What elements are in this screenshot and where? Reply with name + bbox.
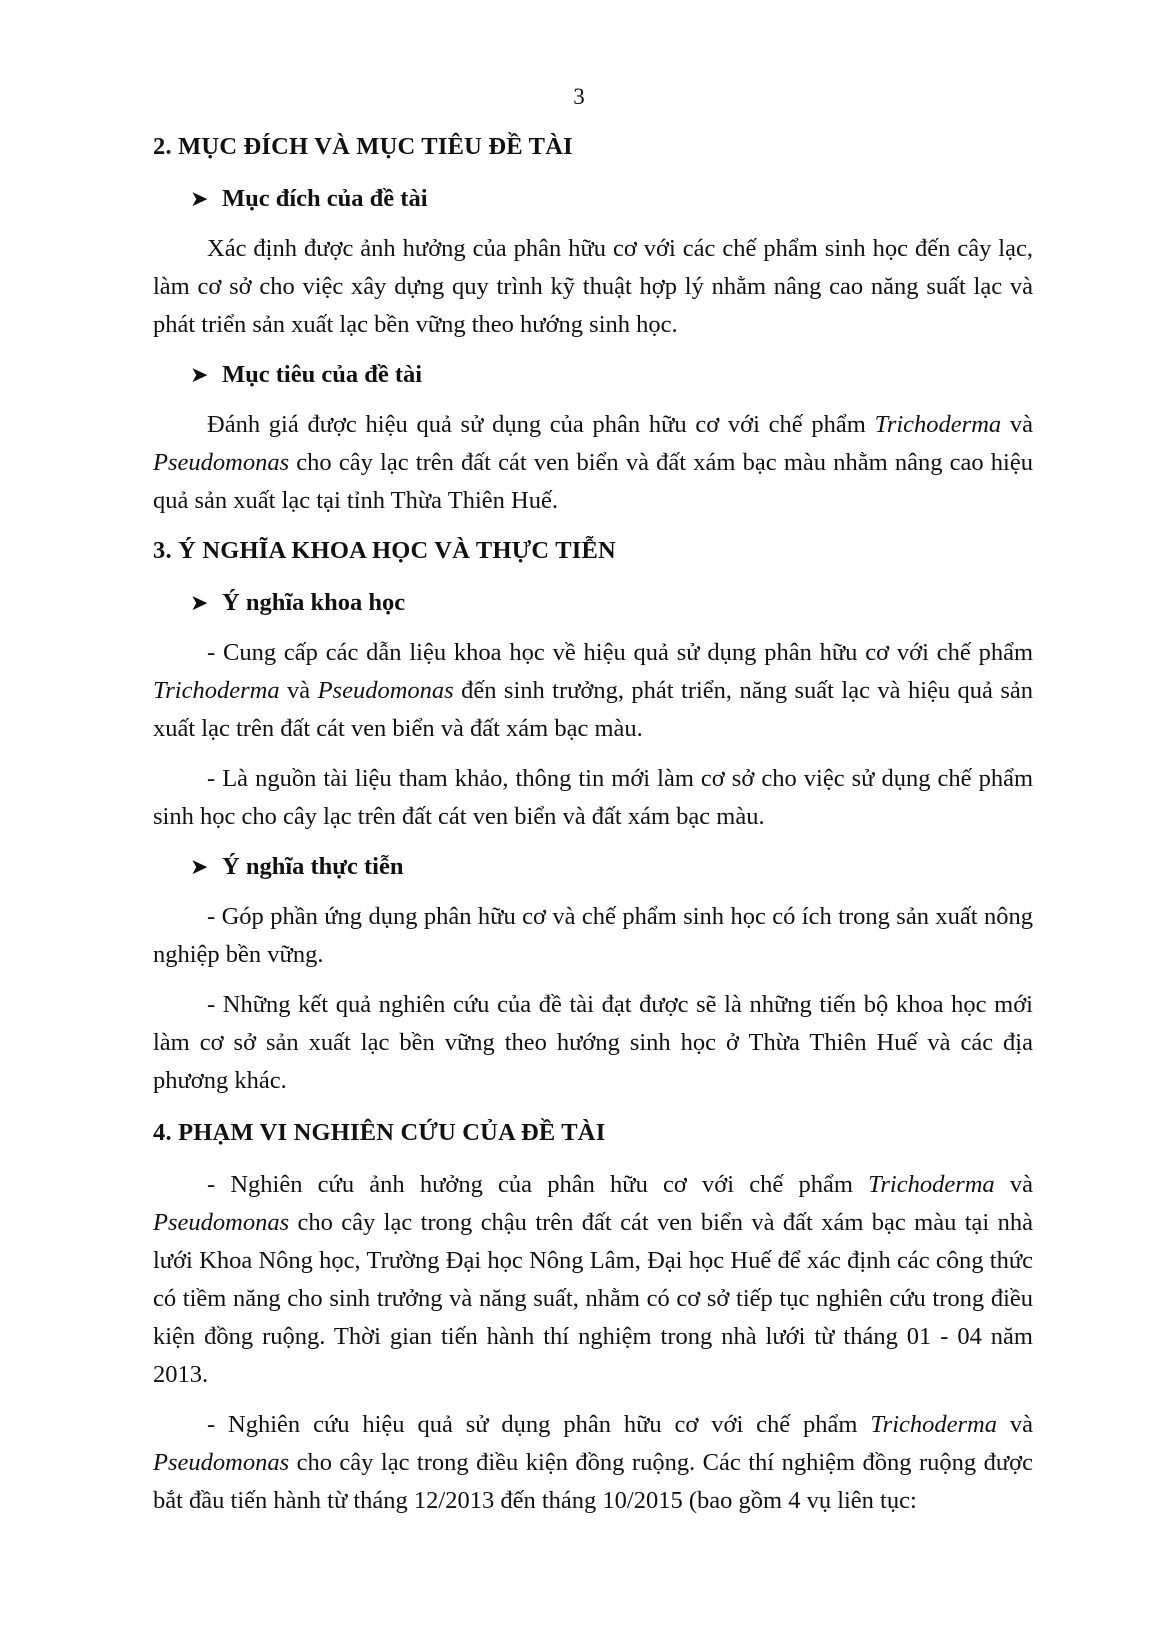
section-2-title: 2. MỤC ĐÍCH VÀ MỤC TIÊU ĐỀ TÀI bbox=[153, 133, 573, 160]
subheading-label: Ý nghĩa thực tiễn bbox=[222, 853, 404, 880]
paragraph: - Nghiên cứu ảnh hưởng của phân hữu cơ với chế phẩm Trichoderma và Pseudomonas cho cây lạc trong chậu trên đất cát ven biển và đất xám bạc màu tại nhà lưới Khoa Nông học, Trường Đại học Nông Lâm, Đại học Huế để xác định các công thức có tiềm năng cho sinh trưởng và năng suất, nhằm có cơ sở tiếp tục nghiên cứu trong điều kiện đồng ruộng. Thời gian tiến hành thí nghiệm trong nhà lưới từ tháng 01 - 04 năm 2013. bbox=[153, 1171, 1033, 1388]
paragraph: - Những kết quả nghiên cứu của đề tài đạt được sẽ là những tiến bộ khoa học mới làm cơ sở sản xuất lạc bền vững theo hướng sinh học ở Thừa Thiên Huế và các địa phương khác. bbox=[153, 991, 1033, 1094]
paragraph: - Là nguồn tài liệu tham khảo, thông tin mới làm cơ sở cho việc sử dụng chế phẩm sinh học cho cây lạc trên đất cát ven biển và đất xám bạc màu. bbox=[153, 765, 1033, 830]
arrow-bullet-icon: ➤ bbox=[190, 854, 209, 879]
species-name: Pseudomonas bbox=[153, 449, 290, 476]
page-number: 3 bbox=[573, 84, 585, 109]
section-3-title: 3. Ý NGHĨA KHOA HỌC VÀ THỰC TIỄN bbox=[153, 537, 616, 564]
section-3-sub-science bbox=[153, 584, 1033, 622]
arrow-bullet-icon: ➤ bbox=[190, 362, 209, 387]
section-4-title: 4. PHẠM VI NGHIÊN CỨU CỦA ĐỀ TÀI bbox=[153, 1119, 606, 1146]
section-2-sub-purpose bbox=[153, 180, 1033, 218]
subheading-label: Mục tiêu của đề tài bbox=[222, 361, 423, 388]
species-name: Trichoderma bbox=[153, 677, 280, 704]
species-name: Pseudomonas bbox=[153, 1209, 290, 1236]
species-name: Trichoderma bbox=[868, 1171, 995, 1198]
subheading-label: Mục đích của đề tài bbox=[222, 185, 428, 212]
subheading-label: Ý nghĩa khoa học bbox=[222, 589, 406, 616]
paragraph: Xác định được ảnh hưởng của phân hữu cơ với các chế phẩm sinh học đến cây lạc, làm cơ sở cho việc xây dựng quy trình kỹ thuật hợp lý nhằm nâng cao năng suất lạc và phát triển sản xuất lạc bền vững theo hướng sinh học. bbox=[153, 235, 1033, 338]
arrow-bullet-icon: ➤ bbox=[190, 186, 209, 211]
species-name: Trichoderma bbox=[874, 411, 1002, 438]
paragraph: Đánh giá được hiệu quả sử dụng của phân hữu cơ với chế phẩm Trichoderma và Pseudomonas cho cây lạc trên đất cát ven biển và đất xám bạc màu nhằm nâng cao hiệu quả sản xuất lạc tại tỉnh Thừa Thiên Huế. bbox=[153, 411, 1034, 514]
species-name: Trichoderma bbox=[870, 1411, 997, 1438]
paragraph: - Nghiên cứu hiệu quả sử dụng phân hữu cơ với chế phẩm Trichoderma và Pseudomonas cho cây lạc trong điều kiện đồng ruộng. Các thí nghiệm đồng ruộng được bắt đầu tiến hành từ tháng 12/2013 đến tháng 10/2015 (bao gồm 4 vụ liên tục: bbox=[153, 1411, 1034, 1514]
section-2-sub-objective bbox=[153, 356, 1033, 394]
species-name: Pseudomonas bbox=[317, 677, 454, 704]
section-3-sub-practice bbox=[153, 848, 1033, 886]
species-name: Pseudomonas bbox=[153, 1449, 290, 1476]
paragraph: - Góp phần ứng dụng phân hữu cơ và chế phẩm sinh học có ích trong sản xuất nông nghiệp bền vững. bbox=[153, 903, 1033, 968]
page-content bbox=[153, 128, 1033, 1532]
paragraph: - Cung cấp các dẫn liệu khoa học về hiệu quả sử dụng phân hữu cơ với chế phẩm Trichoderma và Pseudomonas đến sinh trưởng, phát triển, năng suất lạc và hiệu quả sản xuất lạc trên đất cát ven biển và đất xám bạc màu. bbox=[153, 639, 1034, 742]
arrow-bullet-icon: ➤ bbox=[190, 590, 209, 615]
